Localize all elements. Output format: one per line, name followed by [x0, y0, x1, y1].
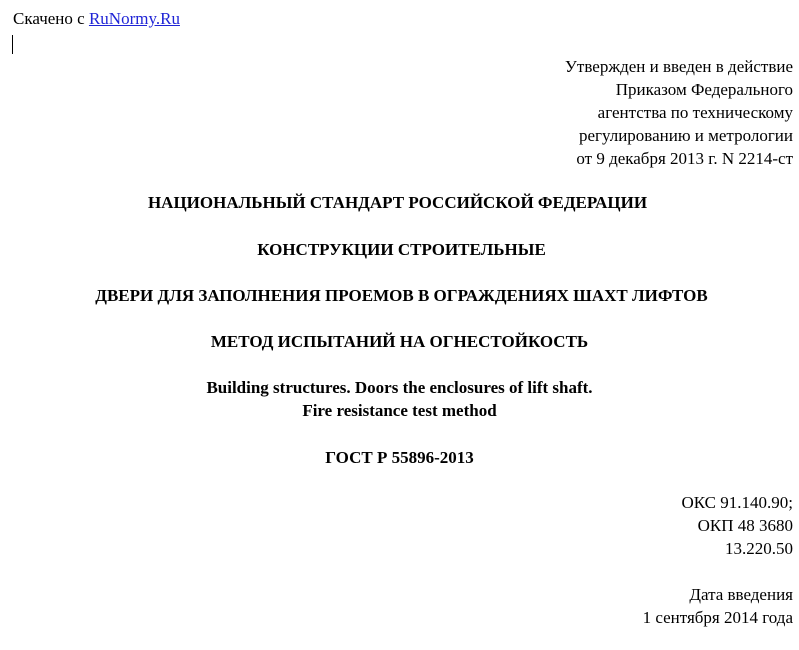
- approval-line-5: от 9 декабря 2013 г. N 2214-ст: [576, 149, 793, 168]
- test-method-title: МЕТОД ИСПЫТАНИЙ НА ОГНЕСТОЙКОСТЬ: [210, 332, 589, 351]
- approval-line-3: агентства по техническому: [597, 103, 793, 122]
- okp-code: ОКП 48 3680: [697, 516, 793, 535]
- english-title-line-2: Fire resistance test method: [302, 401, 497, 420]
- approval-line-2: Приказом Федерального: [615, 80, 793, 99]
- national-standard-title: НАЦИОНАЛЬНЫЙ СТАНДАРТ РОССИЙСКОЙ ФЕДЕРАЦИИ: [147, 193, 648, 212]
- source-prefix: Скачено с: [13, 9, 89, 28]
- runormy-link[interactable]: RuNormy.Ru: [88, 9, 180, 28]
- structures-title: КОНСТРУКЦИИ СТРОИТЕЛЬНЫЕ: [257, 240, 546, 259]
- gost-number: ГОСТ Р 55896-2013: [325, 448, 474, 467]
- source-line: [13, 9, 180, 29]
- text-cursor: [12, 35, 13, 54]
- okp-code-2: 13.220.50: [725, 539, 793, 558]
- oks-code: ОКС 91.140.90;: [681, 493, 793, 512]
- doors-title: ДВЕРИ ДЛЯ ЗАПОЛНЕНИЯ ПРОЕМОВ В ОГРАЖДЕНИЯХ ШАХТ ЛИФТОВ: [95, 286, 708, 305]
- english-title-line-1: Building structures. Doors the enclosures of lift shaft.: [206, 378, 593, 397]
- intro-date-label: Дата введения: [689, 585, 793, 604]
- approval-line-4: регулированию и метрологии: [578, 126, 793, 145]
- approval-line-1: Утвержден и введен в действие: [564, 57, 793, 76]
- intro-date: 1 сентября 2014 года: [642, 608, 793, 627]
